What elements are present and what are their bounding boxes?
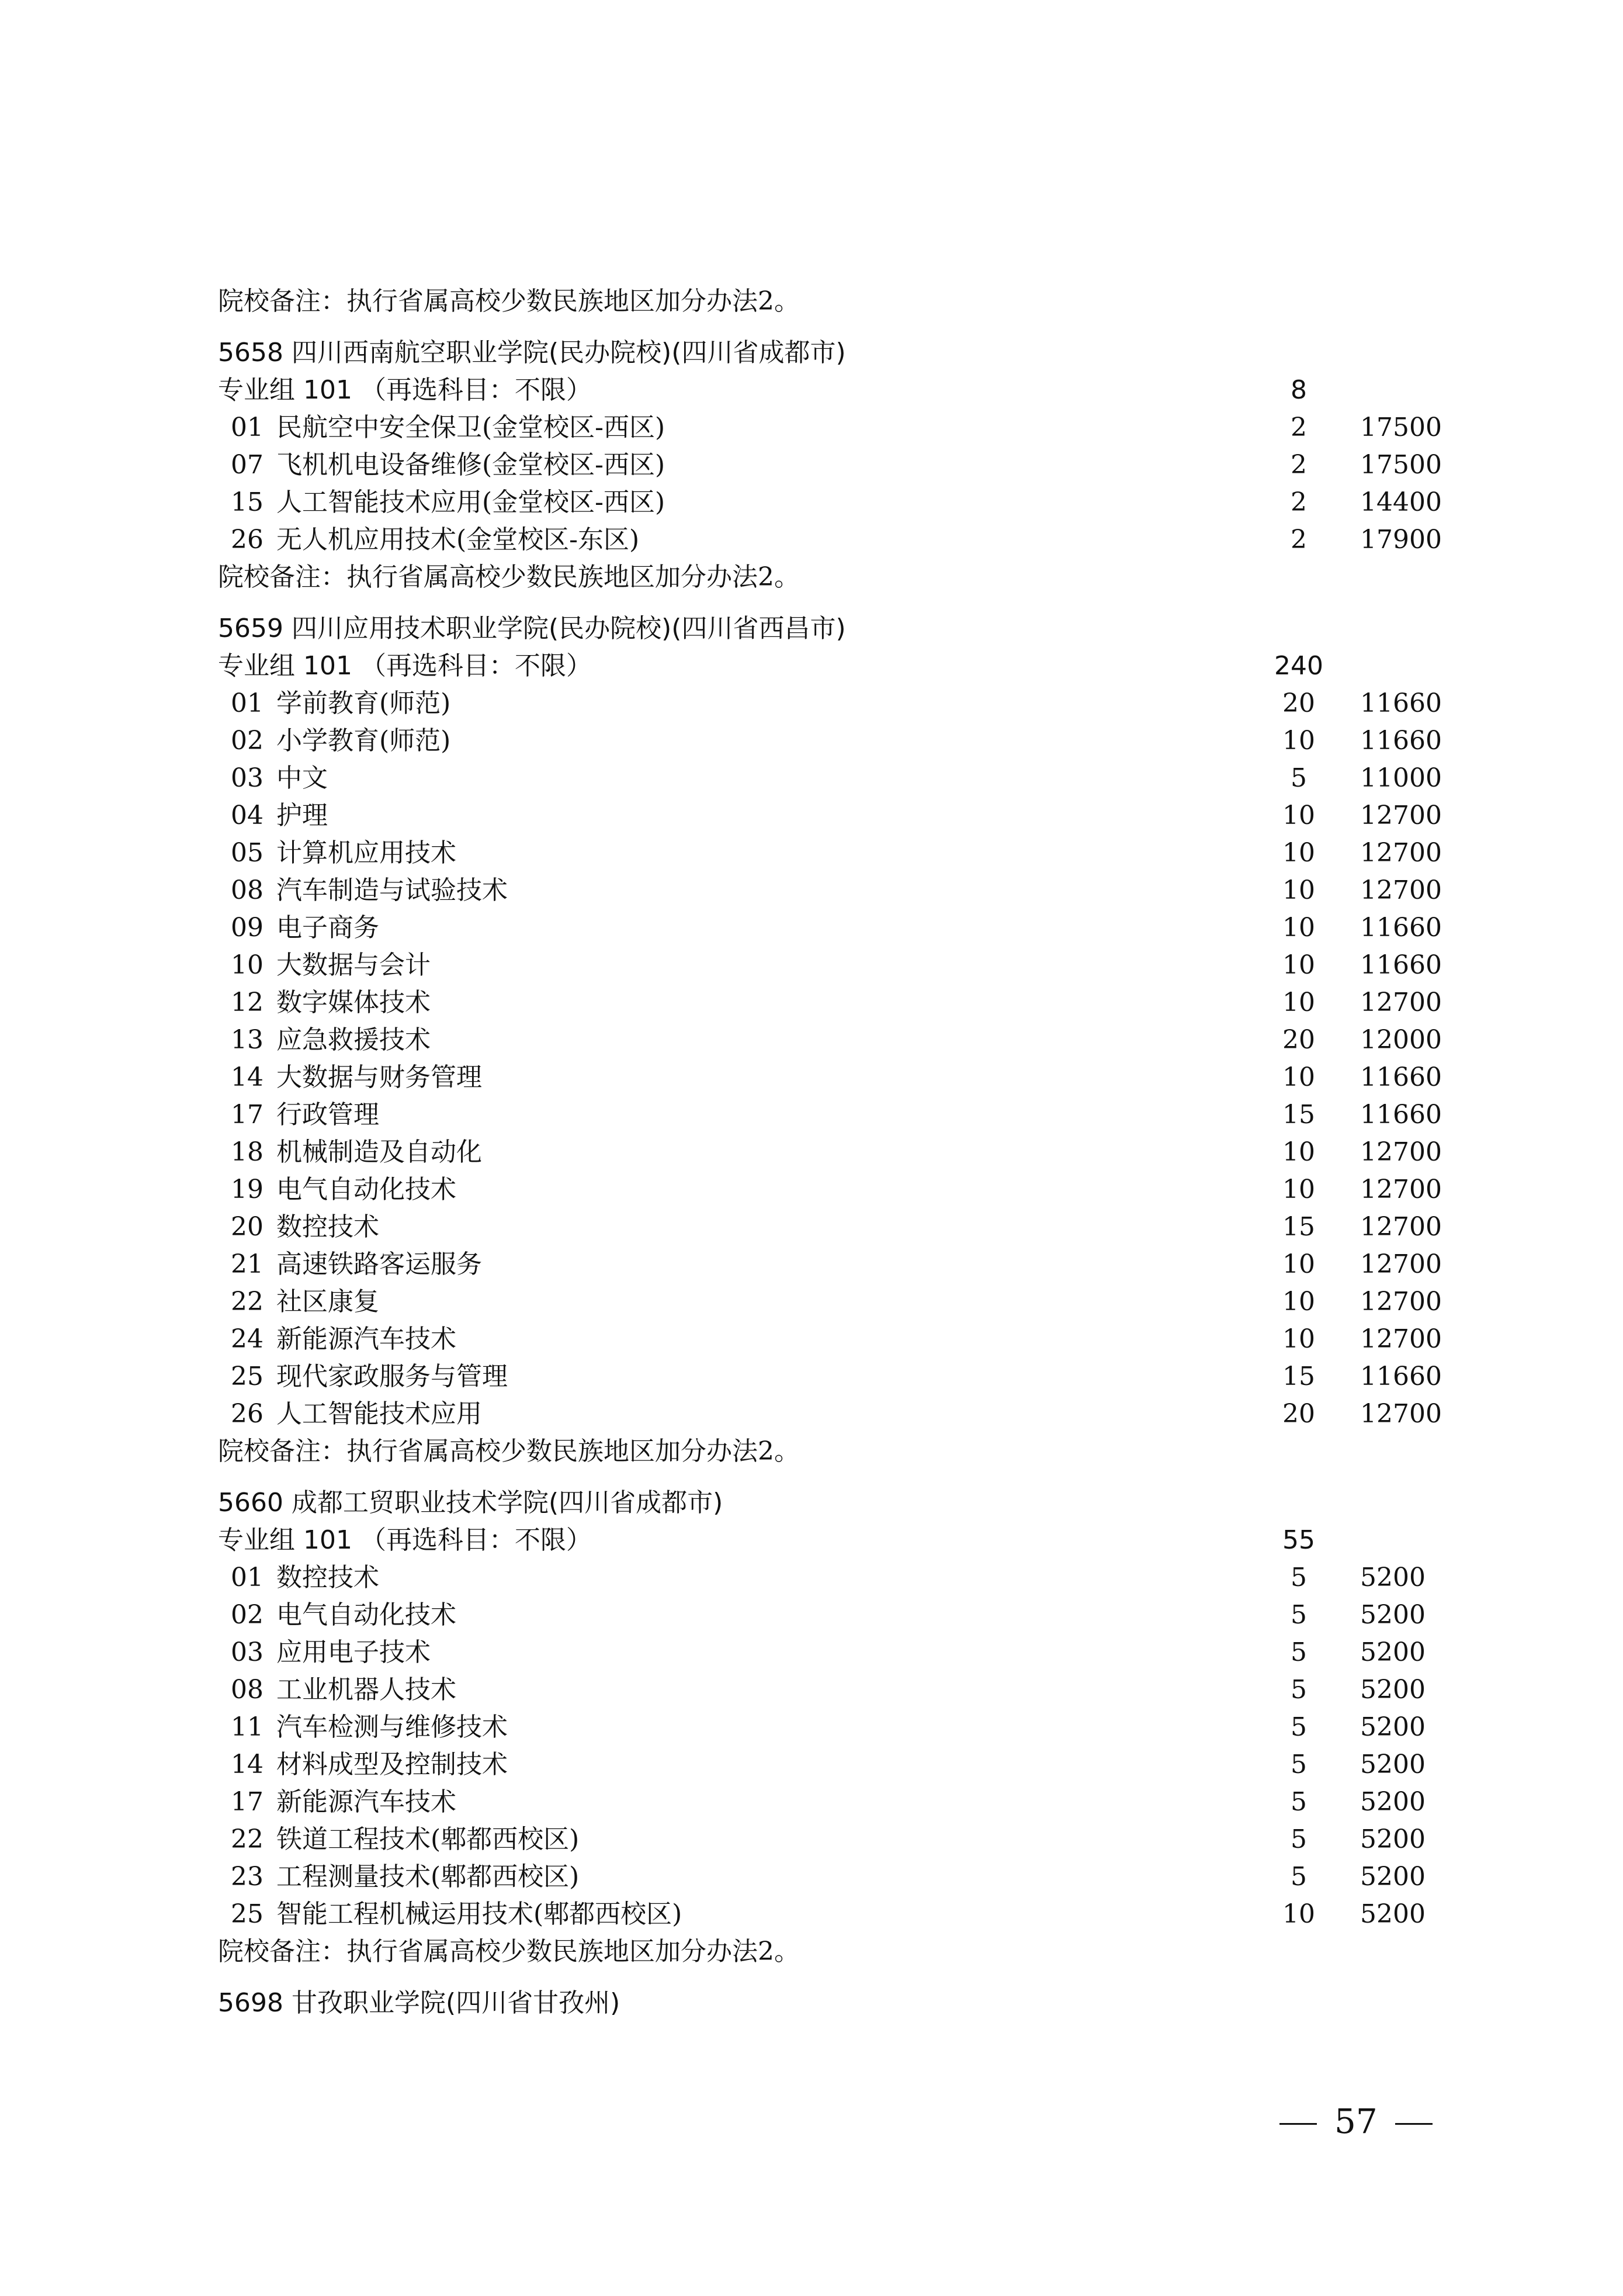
plan-count: 5 <box>1291 1712 1307 1742</box>
tuition-fee: 12700 <box>1360 1137 1442 1167</box>
group-count: 240 <box>1274 651 1323 681</box>
plan-count: 15 <box>1282 1212 1315 1242</box>
major-code: 17 <box>231 1100 263 1130</box>
major-name: 计算机应用技术 <box>276 838 456 868</box>
school-block <box>218 334 1445 596</box>
major-row <box>218 409 1445 446</box>
major-code: 22 <box>231 1287 263 1317</box>
school-title: 5698 甘孜职业学院(四川省甘孜州) <box>218 1988 620 2018</box>
right-dash <box>1395 2123 1433 2125</box>
major-name: 小学教育(师范) <box>276 726 451 756</box>
major-name: 数控技术 <box>276 1212 379 1242</box>
school-block <box>218 1484 1445 1971</box>
major-name: 新能源汽车技术 <box>276 1787 456 1817</box>
major-row <box>218 834 1445 872</box>
school-note: 院校备注：执行省属高校少数民族地区加分办法2。 <box>218 562 800 592</box>
major-code: 21 <box>231 1249 263 1279</box>
major-row <box>218 1784 1445 1821</box>
major-name: 应用电子技术 <box>276 1637 431 1667</box>
major-code: 17 <box>231 1787 263 1817</box>
page-footer <box>1262 2098 1450 2145</box>
plan-count: 5 <box>1291 1787 1307 1817</box>
major-row <box>218 1597 1445 1634</box>
group-label: 专业组 101 （再选科目：不限） <box>218 651 592 681</box>
tuition-fee: 17500 <box>1360 413 1442 442</box>
tuition-fee: 11660 <box>1360 950 1442 980</box>
major-group <box>218 1522 1445 1559</box>
tuition-fee: 12700 <box>1360 1249 1442 1279</box>
tuition-fee: 5200 <box>1360 1600 1426 1630</box>
group-count: 8 <box>1291 375 1307 405</box>
major-code: 19 <box>231 1175 263 1204</box>
plan-count: 2 <box>1291 413 1307 442</box>
school-title: 5660 成都工贸职业技术学院(四川省成都市) <box>218 1488 723 1518</box>
major-code: 08 <box>231 1675 263 1705</box>
school-title: 5659 四川应用技术职业学院(民办院校)(四川省西昌市) <box>218 614 846 643</box>
major-name: 工程测量技术(郫都西校区) <box>276 1862 580 1892</box>
plan-count: 10 <box>1282 1287 1315 1317</box>
plan-count: 10 <box>1282 801 1315 830</box>
plan-count: 2 <box>1291 450 1307 480</box>
tuition-fee: 17900 <box>1360 525 1442 555</box>
major-row <box>218 1709 1445 1746</box>
tuition-fee: 11660 <box>1360 688 1442 718</box>
major-name: 材料成型及控制技术 <box>276 1750 508 1779</box>
tuition-fee: 11660 <box>1360 726 1442 756</box>
tuition-fee: 11000 <box>1360 763 1442 793</box>
tuition-fee: 12700 <box>1360 988 1442 1017</box>
major-row <box>218 1021 1445 1059</box>
major-name: 护理 <box>276 801 328 830</box>
major-name: 电子商务 <box>276 913 379 943</box>
major-name: 数字媒体技术 <box>276 988 431 1017</box>
major-code: 25 <box>231 1362 263 1391</box>
plan-count: 20 <box>1282 1025 1315 1055</box>
plan-count: 15 <box>1282 1362 1315 1391</box>
major-name: 电气自动化技术 <box>276 1600 456 1630</box>
major-row <box>218 1134 1445 1171</box>
major-code: 11 <box>231 1712 263 1742</box>
tuition-fee: 17500 <box>1360 450 1442 480</box>
major-code: 23 <box>231 1862 263 1892</box>
major-name: 民航空中安全保卫(金堂校区-西区) <box>276 413 665 442</box>
major-name: 智能工程机械运用技术(郫都西校区) <box>276 1899 682 1929</box>
major-row <box>218 685 1445 722</box>
major-row <box>218 722 1445 760</box>
major-code: 03 <box>231 763 263 793</box>
tuition-fee: 5200 <box>1360 1712 1426 1742</box>
tuition-fee: 12700 <box>1360 1287 1442 1317</box>
tuition-fee: 5200 <box>1360 1899 1426 1929</box>
major-row <box>218 872 1445 909</box>
major-name: 工业机器人技术 <box>276 1675 456 1705</box>
tuition-fee: 11660 <box>1360 1100 1442 1130</box>
page-number: 57 <box>1334 2101 1378 2141</box>
major-row <box>218 1896 1445 1933</box>
major-name: 中文 <box>276 763 328 793</box>
major-row <box>218 797 1445 834</box>
plan-count: 10 <box>1282 988 1315 1017</box>
plan-count: 10 <box>1282 1062 1315 1092</box>
school-list <box>218 334 1445 1971</box>
major-code: 26 <box>231 1399 263 1429</box>
tuition-fee: 12700 <box>1360 875 1442 905</box>
major-row <box>218 909 1445 947</box>
major-name: 无人机应用技术(金堂校区-东区) <box>276 525 640 555</box>
major-code: 04 <box>231 801 263 830</box>
major-row <box>218 1395 1445 1433</box>
tuition-fee: 11660 <box>1360 1062 1442 1092</box>
plan-count: 2 <box>1291 525 1307 555</box>
major-row <box>218 1246 1445 1283</box>
major-code: 05 <box>231 838 263 868</box>
major-row <box>218 1858 1445 1896</box>
major-name: 汽车制造与试验技术 <box>276 875 508 905</box>
plan-count: 5 <box>1291 1675 1307 1705</box>
tuition-fee: 12700 <box>1360 801 1442 830</box>
major-name: 社区康复 <box>276 1287 379 1317</box>
tuition-fee: 12700 <box>1360 838 1442 868</box>
major-row <box>218 1321 1445 1358</box>
plan-count: 5 <box>1291 1824 1307 1854</box>
school-note: 院校备注：执行省属高校少数民族地区加分办法2。 <box>218 286 800 316</box>
major-row <box>218 484 1445 521</box>
major-row <box>218 1171 1445 1208</box>
major-name: 大数据与会计 <box>276 950 431 980</box>
major-group <box>218 647 1445 685</box>
major-code: 14 <box>231 1062 263 1092</box>
plan-count: 5 <box>1291 1750 1307 1779</box>
major-code: 01 <box>231 1563 263 1592</box>
major-name: 人工智能技术应用 <box>276 1399 482 1429</box>
tuition-fee: 5200 <box>1360 1862 1426 1892</box>
tuition-fee: 5200 <box>1360 1750 1426 1779</box>
major-name: 电气自动化技术 <box>276 1175 456 1204</box>
group-label: 专业组 101 （再选科目：不限） <box>218 1525 592 1555</box>
major-code: 02 <box>231 1600 263 1630</box>
plan-count: 10 <box>1282 875 1315 905</box>
school-note: 院校备注：执行省属高校少数民族地区加分办法2。 <box>218 1937 800 1966</box>
major-name: 高速铁路客运服务 <box>276 1249 482 1279</box>
major-name: 行政管理 <box>276 1100 379 1130</box>
major-row <box>218 1559 1445 1597</box>
major-row <box>218 1208 1445 1246</box>
tuition-fee: 5200 <box>1360 1637 1426 1667</box>
tuition-fee: 11660 <box>1360 913 1442 943</box>
document-body <box>218 283 1445 2022</box>
major-code: 08 <box>231 875 263 905</box>
plan-count: 10 <box>1282 950 1315 980</box>
plan-count: 20 <box>1282 688 1315 718</box>
major-name: 应急救援技术 <box>276 1025 431 1055</box>
tuition-fee: 5200 <box>1360 1563 1426 1592</box>
plan-count: 10 <box>1282 913 1315 943</box>
major-code: 02 <box>231 726 263 756</box>
plan-count: 10 <box>1282 1899 1315 1929</box>
major-code: 13 <box>231 1025 263 1055</box>
major-name: 飞机机电设备维修(金堂校区-西区) <box>276 450 665 480</box>
tuition-fee: 14400 <box>1360 487 1442 517</box>
plan-count: 20 <box>1282 1399 1315 1429</box>
plan-count: 10 <box>1282 1324 1315 1354</box>
major-name: 大数据与财务管理 <box>276 1062 482 1092</box>
tuition-fee: 5200 <box>1360 1675 1426 1705</box>
major-row <box>218 521 1445 559</box>
major-code: 07 <box>231 450 263 480</box>
plan-count: 5 <box>1291 1600 1307 1630</box>
major-row <box>218 446 1445 484</box>
major-name: 机械制造及自动化 <box>276 1137 482 1167</box>
plan-count: 10 <box>1282 726 1315 756</box>
major-row <box>218 1671 1445 1709</box>
major-code: 14 <box>231 1750 263 1779</box>
major-row <box>218 1283 1445 1321</box>
major-code: 03 <box>231 1637 263 1667</box>
major-row <box>218 984 1445 1021</box>
plan-count: 10 <box>1282 1175 1315 1204</box>
major-name: 数控技术 <box>276 1563 379 1592</box>
group-count: 55 <box>1282 1525 1315 1555</box>
major-group <box>218 372 1445 409</box>
major-row <box>218 947 1445 984</box>
major-code: 10 <box>231 950 263 980</box>
plan-count: 10 <box>1282 1249 1315 1279</box>
major-name: 人工智能技术应用(金堂校区-西区) <box>276 487 665 517</box>
major-code: 01 <box>231 688 263 718</box>
left-dash <box>1279 2123 1317 2125</box>
major-name: 新能源汽车技术 <box>276 1324 456 1354</box>
plan-count: 5 <box>1291 1563 1307 1592</box>
plan-count: 5 <box>1291 763 1307 793</box>
school-note: 院校备注：执行省属高校少数民族地区加分办法2。 <box>218 1436 800 1466</box>
major-row <box>218 1821 1445 1858</box>
tuition-fee: 5200 <box>1360 1787 1426 1817</box>
group-label: 专业组 101 （再选科目：不限） <box>218 375 592 405</box>
plan-count: 15 <box>1282 1100 1315 1130</box>
major-code: 12 <box>231 988 263 1017</box>
major-row <box>218 1096 1445 1134</box>
major-code: 15 <box>231 487 263 517</box>
major-code: 18 <box>231 1137 263 1167</box>
plan-count: 10 <box>1282 1137 1315 1167</box>
major-code: 22 <box>231 1824 263 1854</box>
major-code: 24 <box>231 1324 263 1354</box>
major-code: 01 <box>231 413 263 442</box>
plan-count: 2 <box>1291 487 1307 517</box>
school-title: 5658 四川西南航空职业学院(民办院校)(四川省成都市) <box>218 338 846 368</box>
major-row <box>218 1059 1445 1096</box>
tuition-fee: 12700 <box>1360 1212 1442 1242</box>
major-row <box>218 760 1445 797</box>
tuition-fee: 12700 <box>1360 1175 1442 1204</box>
major-row <box>218 1358 1445 1395</box>
major-name: 学前教育(师范) <box>276 688 451 718</box>
major-code: 20 <box>231 1212 263 1242</box>
plan-count: 5 <box>1291 1862 1307 1892</box>
plan-count: 10 <box>1282 838 1315 868</box>
tuition-fee: 12700 <box>1360 1399 1442 1429</box>
major-name: 汽车检测与维修技术 <box>276 1712 508 1742</box>
plan-count: 5 <box>1291 1637 1307 1667</box>
major-code: 26 <box>231 525 263 555</box>
tuition-fee: 12000 <box>1360 1025 1442 1055</box>
school-block <box>218 610 1445 1470</box>
major-name: 现代家政服务与管理 <box>276 1362 508 1391</box>
tuition-fee: 11660 <box>1360 1362 1442 1391</box>
major-row <box>218 1634 1445 1671</box>
major-row <box>218 1746 1445 1784</box>
major-code: 09 <box>231 913 263 943</box>
tuition-fee: 5200 <box>1360 1824 1426 1854</box>
major-code: 25 <box>231 1899 263 1929</box>
major-name: 铁道工程技术(郫都西校区) <box>276 1824 580 1854</box>
tuition-fee: 12700 <box>1360 1324 1442 1354</box>
